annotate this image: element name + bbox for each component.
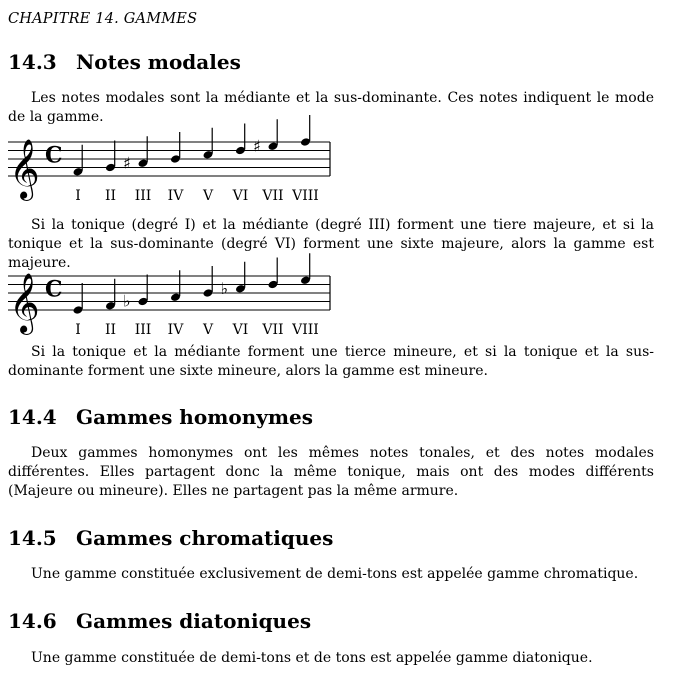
section-title: Notes modales [76,50,241,74]
degree-label: VII [262,322,284,338]
paragraph-diatoniques: Une gamme constituée de demi-tons et de tons est appelée gamme diatonique. [31,650,593,666]
music-staff-minor [0,264,691,346]
paragraph-minor-rule: Si la tonique et la médiante forment une tierce mineure, et si la tonique et la sus-dominante forment une sixte mineure, alors la gamme est mineure. [8,344,654,379]
flat-icon: ♭ [123,291,131,311]
time-signature: C [45,142,63,169]
treble-clef-icon: 𝄞 [9,139,40,199]
degree-label: VII [262,188,284,204]
degree-label: V [202,322,214,338]
degree-label: III [134,322,152,338]
flat-icon: ♭ [220,278,229,298]
section-title: Gammes homonymes [76,405,314,429]
degree-label: VIII [292,322,319,338]
time-signature: C [45,276,63,303]
degree-label: II [104,188,117,204]
paragraph-major-rule: Si la tonique (degré I) et la médiante (degré III) forment une tiere majeure, et si la tonique et la sus-dominante (degré VI) forment une sixte majeure, alors la gamme est majeure. [8,217,654,271]
sharp-icon: ♯ [253,136,261,156]
degree-label: II [104,322,117,338]
running-header: CHAPITRE 14. GAMMES [8,11,198,27]
paragraph-homonymes: Deux gammes homonymes ont les mêmes notes tonales, et des notes modales différentes. Elles partagent donc la même tonique, mais ont des modes différents (Majeure ou mineure). Elles ne partagent pas la même armure. [8,445,654,499]
section-heading-14-3 [8,50,241,74]
section-title: Gammes chromatiques [76,526,334,550]
degree-label: I [75,322,81,338]
section-title: Gammes diatoniques [76,609,312,633]
degree-label: VI [232,188,249,204]
degree-label: VIII [292,188,319,204]
section-heading-14-6 [8,609,311,633]
degree-label: VI [232,322,249,338]
sharp-icon: ♯ [123,153,131,173]
degree-label: I [75,188,81,204]
degree-label: V [202,188,214,204]
paragraph-modal-intro: Les notes modales sont la médiante et la sus-dominante. Ces notes indiquent le mode de la gamme. [8,90,654,125]
section-number: 14.5 [8,526,57,550]
section-heading-14-5 [8,526,333,550]
degree-label: IV [167,322,184,338]
degree-label: III [134,188,152,204]
section-number: 14.3 [8,50,57,74]
section-number: 14.4 [8,405,57,429]
section-heading-14-4 [8,405,313,429]
section-number: 14.6 [8,609,57,633]
music-staff-major [0,130,691,212]
degree-label: IV [167,188,184,204]
treble-clef-icon: 𝄞 [9,273,40,333]
paragraph-chromatiques: Une gamme constituée exclusivement de demi-tons est appelée gamme chromatique. [31,566,639,582]
